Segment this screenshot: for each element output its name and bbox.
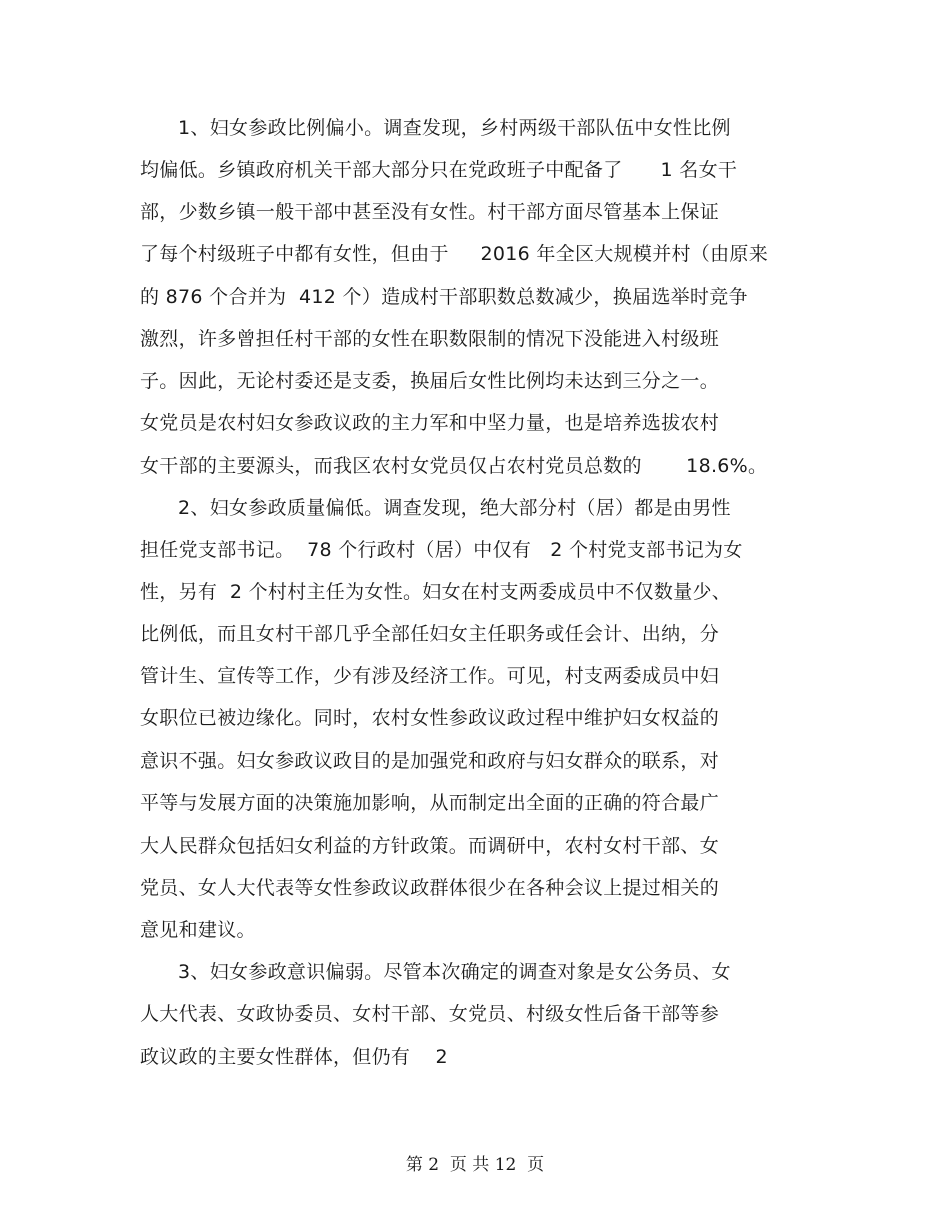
text-line: 了每个村级班子中都有女性，但由于 2016 年全区大规模并村（由原来 (140, 243, 768, 265)
page-number-footer: 第 2 页 共 12 页 (405, 1155, 545, 1175)
text-line: 子。因此，无论村委还是支委，换届后女性比例均未达到三分之一。 (140, 370, 720, 392)
text-line: 1、妇女参政比例偏小。调查发现，乡村两级干部队伍中女性比例 (140, 117, 731, 139)
text-line: 女职位已被边缘化。同时，农村女性参政议政过程中维护妇女权益的 (140, 707, 720, 729)
text-line: 意识不强。妇女参政议政目的是加强党和政府与妇女群众的联系，对 (140, 750, 720, 772)
text-line: 党员、女人大代表等女性参政议政群体很少在各种会议上提过相关的 (140, 877, 720, 899)
text-line: 意见和建议。 (140, 919, 256, 941)
text-line: 大人民群众包括妇女利益的方针政策。而调研中，农村女村干部、女 (140, 835, 720, 857)
text-line: 平等与发展方面的决策施加影响，从而制定出全面的正确的符合最广 (140, 792, 720, 814)
text-line: 的 876 个合并为 412 个）造成村干部职数总数减少，换届选举时竞争 (140, 286, 748, 308)
text-line: 激烈，许多曾担任村干部的女性在职数限制的情况下没能进入村级班 (140, 328, 720, 350)
text-line: 2、妇女参政质量偏低。调查发现，绝大部分村（居）都是由男性 (140, 497, 731, 519)
text-line: 女干部的主要源头，而我区农村女党员仅占农村党员总数的 18.6%。 (140, 455, 768, 477)
text-line: 比例低，而且女村干部几乎全部任妇女主任职务或任会计、出纳，分 (140, 623, 720, 645)
text-line: 均偏低。乡镇政府机关干部大部分只在党政班子中配备了 1 名女干 (140, 159, 738, 181)
text-line: 女党员是农村妇女参政议政的主力军和中坚力量，也是培养选拔农村 (140, 412, 720, 434)
text-line: 性，另有 2 个村村主任为女性。妇女在村支两委成员中不仅数量少、 (140, 581, 732, 603)
text-line: 3、妇女参政意识偏弱。尽管本次确定的调查对象是女公务员、女 (140, 961, 731, 983)
text-line: 管计生、宣传等工作，少有涉及经济工作。可见，村支两委成员中妇 (140, 665, 720, 687)
text-line: 担任党支部书记。 78 个行政村（居）中仅有 2 个村党支部书记为女 (140, 539, 743, 561)
text-line: 政议政的主要女性群体，但仍有 2 (140, 1046, 448, 1068)
text-line: 部，少数乡镇一般干部中甚至没有女性。村干部方面尽管基本上保证 (140, 201, 720, 223)
text-line: 人大代表、女政协委员、女村干部、女党员、村级女性后备干部等参 (140, 1003, 720, 1025)
